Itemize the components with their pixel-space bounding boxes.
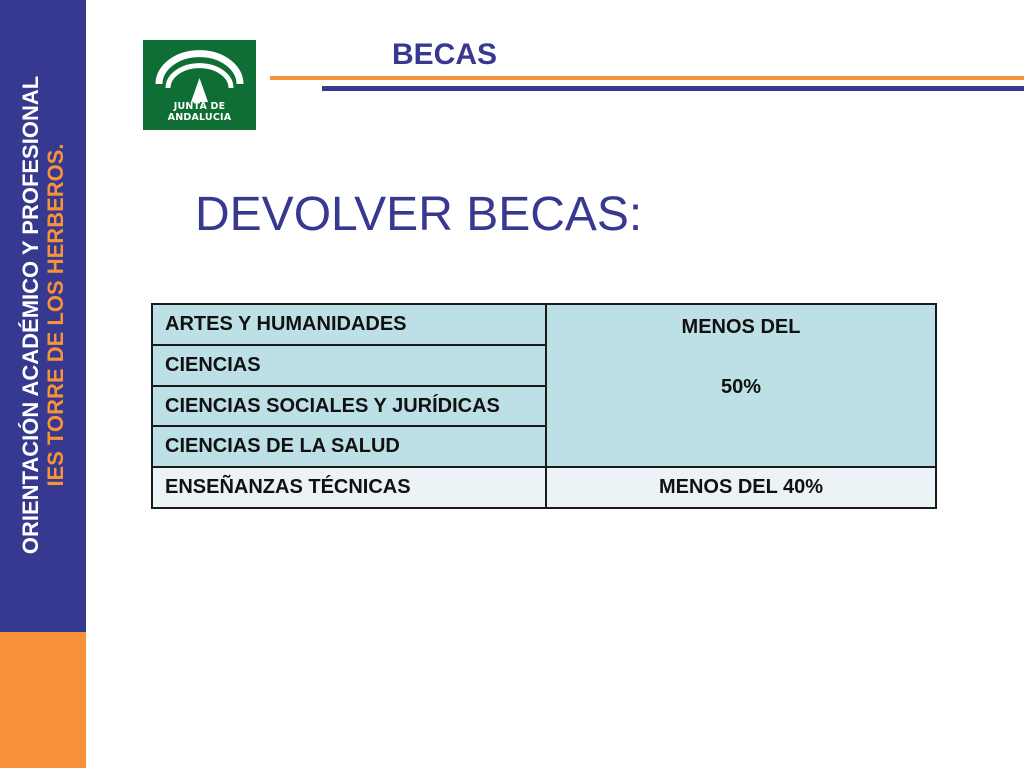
sidebar-line-2: IES TORRE DE LOS HERBEROS. bbox=[43, 143, 68, 487]
header-rule-orange bbox=[270, 76, 1024, 80]
section-heading: DEVOLVER BECAS: bbox=[195, 188, 643, 241]
page-title: BECAS bbox=[392, 38, 498, 71]
table-cell-label: ENSEÑANZAS TÉCNICAS bbox=[152, 467, 546, 508]
becas-table bbox=[151, 303, 937, 509]
table-cell-technical-value: MENOS DEL 40% bbox=[546, 467, 936, 508]
junta-andalucia-logo bbox=[143, 40, 256, 130]
sidebar-caption bbox=[18, 76, 68, 554]
table-row bbox=[152, 304, 936, 345]
logo-text: JUNTA DE ANDALUCIA bbox=[167, 101, 232, 123]
group-value-line-2: 50% bbox=[720, 376, 762, 398]
logo-arch-icon bbox=[143, 40, 256, 110]
table-row bbox=[152, 467, 936, 508]
sidebar-line-1: ORIENTACIÓN ACADÉMICO Y PROFESIONAL bbox=[18, 75, 43, 555]
group-value-line-1: MENOS DEL bbox=[681, 316, 801, 338]
table-cell-label: ARTES Y HUMANIDADES bbox=[152, 304, 546, 345]
side-band-accent bbox=[0, 632, 86, 768]
header-rule-blue bbox=[322, 86, 1024, 91]
table-cell-label: CIENCIAS DE LA SALUD bbox=[152, 426, 546, 467]
table-cell-label: CIENCIAS bbox=[152, 345, 546, 386]
table-cell-label: CIENCIAS SOCIALES Y JURÍDICAS bbox=[152, 386, 546, 426]
table-cell-group-value bbox=[546, 304, 936, 467]
